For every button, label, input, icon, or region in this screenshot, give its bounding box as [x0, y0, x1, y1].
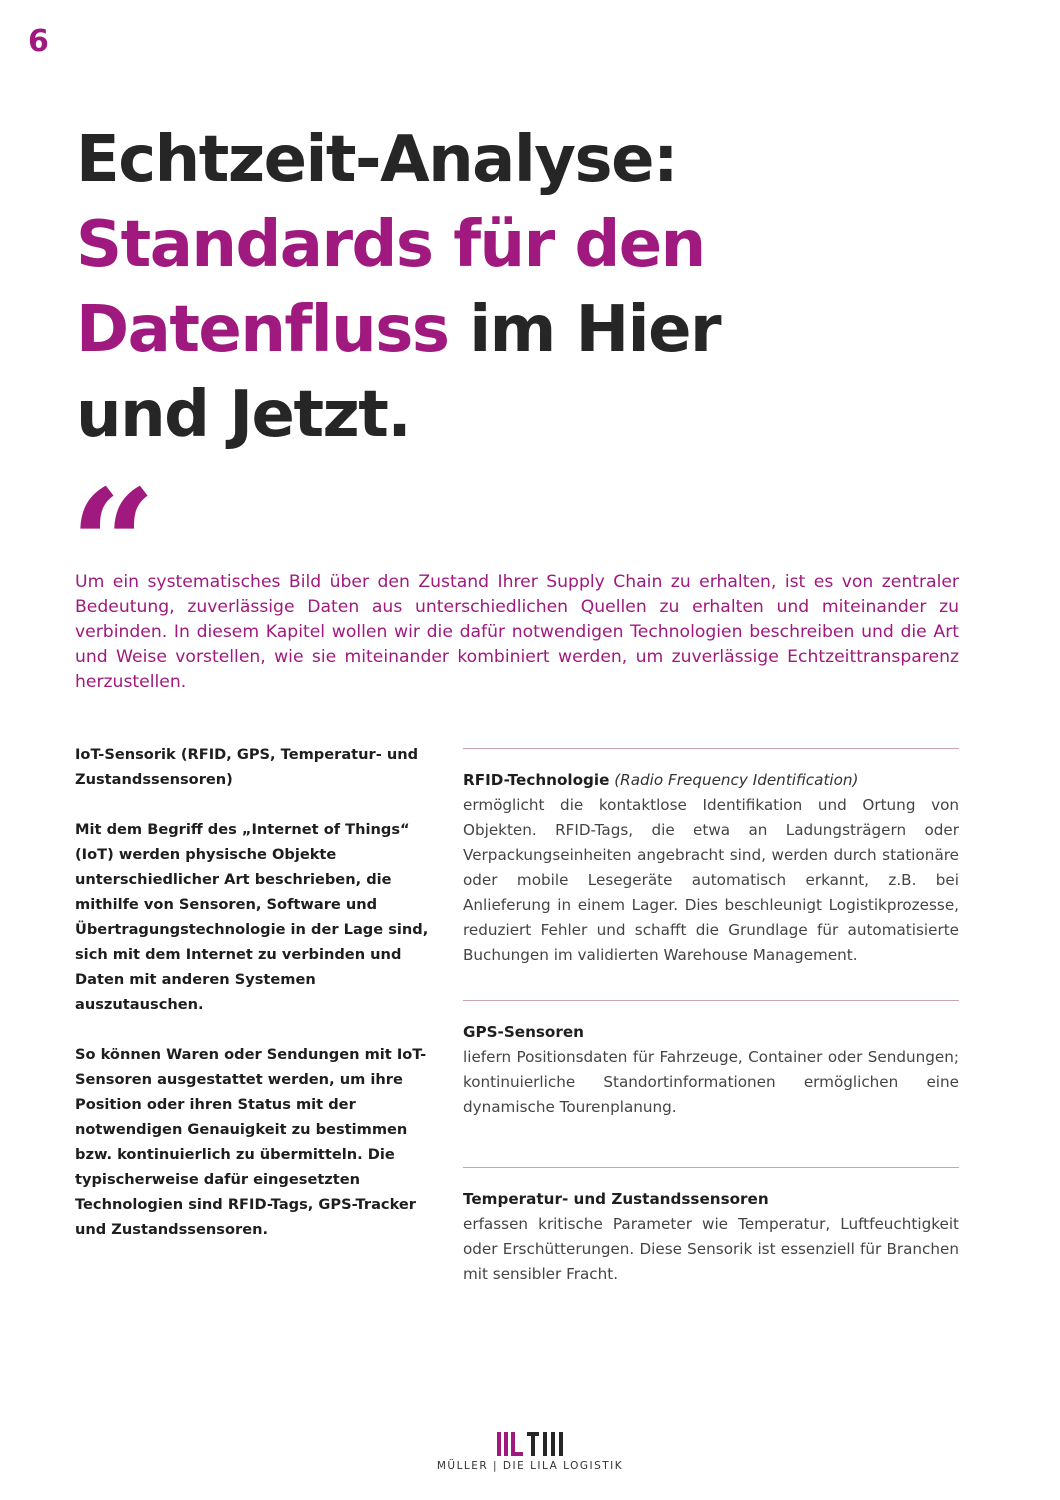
- rfid-section: [463, 749, 959, 968]
- gps-title: GPS-Sensoren: [463, 1023, 584, 1041]
- headline-line-3-rest: im Hier: [448, 293, 721, 367]
- iot-heading: IoT-Sensorik (RFID, GPS, Temperatur- und Zustandssensoren): [75, 746, 419, 788]
- right-column: [463, 748, 959, 1287]
- temperature-text: erfassen kritische Parameter wie Temperatur, Luftfeuchtigkeit oder Erschütterungen. Diese Sensorik ist essenziell für Branchen mit sensibler Fracht.: [463, 1215, 959, 1283]
- headline-line-2: Standards für den: [76, 208, 705, 282]
- headline-line-3-accent: Datenfluss: [76, 293, 449, 367]
- page-number: 6: [28, 24, 49, 59]
- logo-bars-icon: [497, 1432, 563, 1456]
- company-logo: [430, 1432, 630, 1472]
- headline-line-1: Echtzeit-Analyse:: [76, 123, 678, 197]
- iot-paragraph-2: So können Waren oder Sendungen mit IoT-Sensoren ausgestattet werden, um ihre Position oder ihren Status mit der notwendigen Genauigkeit zu bestimmen bzw. kontinuierlich zu übermitteln. Die typischerweise dafür eingesetzten Technologien sind RFID-Tags, GPS-Tracker und Zustandssensoren.: [75, 1046, 427, 1238]
- temperature-title: Temperatur- und Zustandssensoren: [463, 1190, 769, 1208]
- logo-mark-icon: [430, 1432, 630, 1456]
- rfid-text: ermöglicht die kontaktlose Identifikation und Ortung von Objekten. RFID-Tags, die etwa an Ladungsträgern oder Verpackungseinheiten angebracht sind, werden durch stationäre oder mobile Lesegeräte automatisch erkannt, z.B. bei Anlieferung in einem Lager. Dies beschleunigt Logistikprozesse, reduziert Fehler und schafft die Grundlage für automatisierte Buchungen im validierten Warehouse Management.: [463, 796, 959, 964]
- rfid-subtitle: (Radio Frequency Identification): [614, 771, 859, 789]
- intro-paragraph: Um ein systematisches Bild über den Zustand Ihrer Supply Chain zu erhalten, ist es von zentraler Bedeutung, zuverlässige Daten aus unterschiedlichen Quellen zu erhalten und miteinander zu verbinden. In diesem Kapitel wollen wir die dafür notwendigen Technologien beschreiben und die Art und Weise vorstellen, wie sie miteinander kombiniert werden, um zuverlässige Echtzeittransparenz herzustellen.: [75, 572, 959, 692]
- rfid-title: RFID-Technologie: [463, 771, 610, 789]
- page-headline: [76, 118, 976, 458]
- logo-text: MÜLLER | DIE LILA LOGISTIK: [436, 1460, 624, 1472]
- gps-text: liefern Positionsdaten für Fahrzeuge, Container oder Sendungen; kontinuierliche Standortinformationen ermöglichen eine dynamische Tourenplanung.: [463, 1048, 959, 1116]
- headline-line-4: und Jetzt.: [76, 378, 411, 452]
- gps-section: [463, 1001, 959, 1120]
- temperature-section: [463, 1168, 959, 1287]
- left-column: [75, 742, 445, 1267]
- iot-paragraph-1: Mit dem Begriff des „Internet of Things“ (IoT) werden physische Objekte unterschiedlicher Art beschrieben, die mithilfe von Sensoren, Software und Übertragungstechnologie in der Lage sind, sich mit dem Internet zu verbinden und Daten mit anderen Systemen auszutauschen.: [75, 821, 429, 1013]
- quote-icon: “: [70, 457, 157, 633]
